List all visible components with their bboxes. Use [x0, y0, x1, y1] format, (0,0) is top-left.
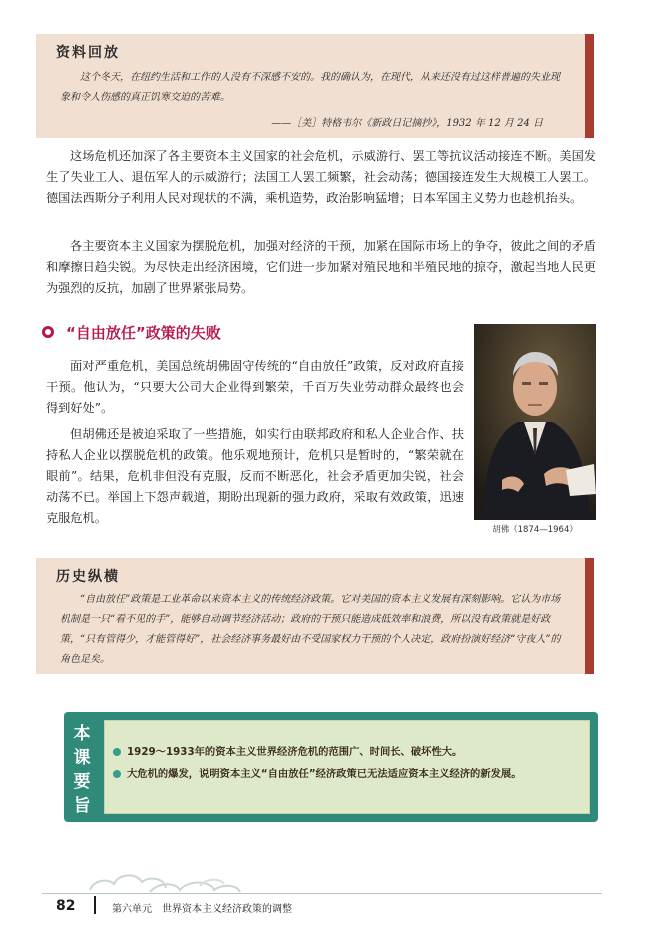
summary-label-char-4: 旨	[73, 796, 91, 816]
section-title: “自由放任”政策的失败	[66, 323, 221, 342]
section-heading	[42, 322, 221, 342]
page-number: 82	[56, 898, 76, 914]
summary-point-2-text: 大危机的爆发，说明资本主义“自由放任”经济政策已无法适应资本主义经济的新发展。	[127, 768, 522, 780]
reference-box-source: ——［美］特格韦尔《新政日记摘抄》，1932 年 12 月 24 日	[271, 118, 543, 129]
footer-separator	[94, 896, 96, 914]
bullet-dot-icon	[113, 748, 121, 756]
body-paragraph-2: 各主要资本主义国家为摆脱危机，加强对经济的干预，加紧在国际市场上的争夺，彼此之间的矛盾和摩擦日趋尖锐。为尽快走出经济困境，它们进一步加紧对殖民地和半殖民地的掠夺，激起当地人民更为强烈的反抗，加剧了世界紧张局势。	[46, 239, 596, 295]
section-paragraph-2: 但胡佛还是被迫采取了一些措施，如实行由联邦政府和私人企业合作、扶持私人企业以摆脱危机的政策。他乐观地预计，危机只是暂时的，“繁荣就在眼前”。结果，危机非但没有克服，反而不断恶化，社会矛盾更加尖锐，社会动荡不已。举国上下怨声载道，期盼出现新的强力政府，采取有效政策，迅速克服危机。	[46, 427, 464, 525]
body-paragraph-1: 这场危机还加深了各主要资本主义国家的社会危机，示威游行、罢工等抗议活动接连不断。美国发生了失业工人、退伍军人的示威游行；法国工人罢工频繁，社会动荡；德国接连发生大规模工人罢工。德国法西斯分子利用人民对现状的不满，乘机造势，政治影响猛增；日本军国主义势力也趁机抬头。	[46, 149, 596, 205]
summary-label-char-3: 要	[73, 772, 91, 792]
summary-content	[104, 720, 590, 814]
reference-box-title: 资料回放	[56, 45, 120, 61]
history-box	[36, 558, 594, 674]
hoover-portrait	[474, 324, 596, 520]
summary-point-2	[113, 765, 583, 784]
bullet-dot-icon	[113, 770, 121, 778]
summary-label	[70, 722, 94, 818]
summary-label-char-2: 课	[73, 748, 91, 768]
portrait-caption: 胡佛（1874—1964）	[492, 525, 578, 535]
footer-divider	[42, 893, 602, 894]
summary-point-1-text: 1929～1933年的资本主义世界经济危机的范围广、时间长、破坏性大。	[127, 746, 463, 758]
section-paragraph-1: 面对严重危机，美国总统胡佛固守传统的“自由放任”政策，反对政府直接干预。他认为，“只要大公司大企业得到繁荣，千百万失业劳动群众最终也会得到好处”。	[46, 359, 464, 415]
summary-point-1	[113, 743, 583, 762]
cloud-ornament-icon	[80, 862, 280, 896]
history-box-text: “自由放任”政策是工业革命以来资本主义的传统经济政策。它对美国的资本主义发展有深刻影响。它认为市场机制是一只“看不见的手”，能够自动调节经济活动；政府的干预只能造成低效率和浪费，所以没有政策就是好政策，“只有管得少，才能管得好”，社会经济事务最好由不受国家权力干预的个人决定，政府扮演好经济“守夜人”的角色足矣。	[60, 594, 561, 665]
lesson-summary	[64, 712, 598, 822]
summary-label-char-1: 本	[73, 724, 91, 744]
reference-box	[36, 34, 594, 138]
ring-bullet-icon	[42, 326, 54, 338]
reference-box-text: 这个冬天，在纽约生活和工作的人没有不深感不安的。我的确认为，在现代，从来还没有过这样普遍的失业现象和令人伤感的真正饥寒交迫的苦难。	[60, 72, 560, 103]
portrait-illustration	[474, 324, 596, 520]
footer-unit-title: 第六单元 世界资本主义经济政策的调整	[112, 904, 292, 915]
history-box-title: 历史纵横	[56, 569, 120, 585]
